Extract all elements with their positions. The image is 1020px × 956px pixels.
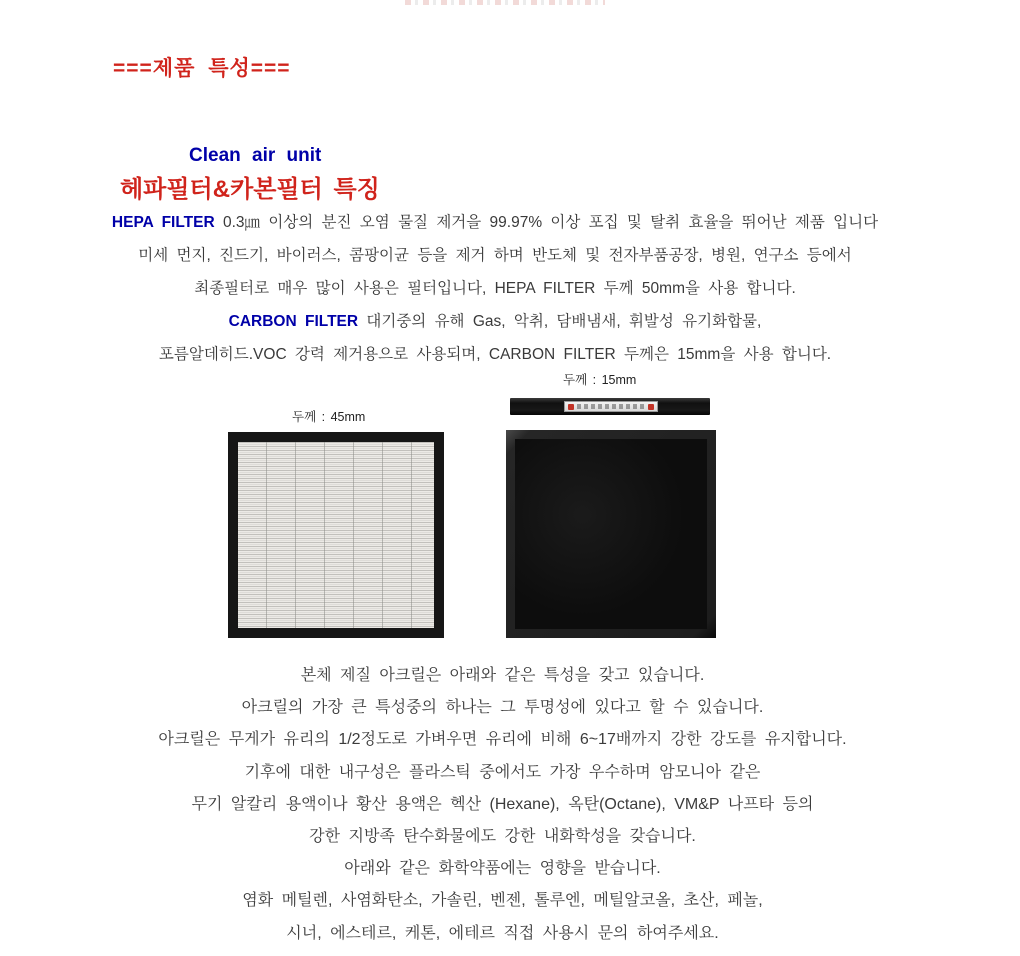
label-fine-print [577,404,645,409]
hepa-description-line3: 최종필터로 매우 많이 사용은 필터입니다, HEPA FILTER 두께 50mm을 사용 합니다. [194,280,796,297]
carbon-description-line2: 포름알데히드.VOC 강력 제거용으로 사용되며, CARBON FILTER 두께은 15mm을 사용 합니다. [158,346,832,363]
carbon-filter-media [515,439,707,629]
hepa-filter-photo [228,432,444,638]
acrylic-line: 아크릴의 가장 큰 특성중의 하나는 그 투명성에 있다고 할 수 있습니다. [241,699,764,717]
carbon-filter-side-view-photo [510,398,710,415]
acrylic-line: 기후에 대한 내구성은 플라스틱 중에서도 가장 우수하며 암모니아 같은 [244,763,761,781]
carbon-filter-product-label [564,401,658,412]
carbon-filter-label: CARBON FILTER [228,313,359,330]
acrylic-line: 염화 메틸렌, 사염화탄소, 가솔린, 벤젠, 톨루엔, 메틸알코올, 초산, 페놀, [242,892,763,910]
acrylic-line: 아크릴은 무게가 유리의 1/2정도로 가벼우면 유리에 비해 6~17배까지 강한 강도를 유지합니다. [158,731,847,749]
acrylic-line: 강한 지방족 탄수화물에도 강한 내화학성을 갖습니다. [309,828,696,846]
carbon-thickness-caption: 두께 : 15mm [563,373,637,387]
hepa-description-line2: 미세 먼지, 진드기, 바이러스, 콤팡이균 등을 제거 하며 반도체 및 전자부품공장, 병원, 연구소 등에서 [138,247,852,264]
subtitle-filter-features: 헤파필터&카본필터 특징 [120,176,380,203]
clipped-header-fragment [405,0,605,5]
acrylic-line: 시너, 에스테르, 케톤, 에테르 직접 사용시 문의 하여주세요. [286,924,719,942]
hepa-line1-text: 0.3㎛ 이상의 분진 오염 물질 제거을 99.97% 이상 포집 및 탈취 효율을 뛰어난 제품 입니다 [214,214,879,231]
hepa-filter-label: HEPA FILTER [111,214,215,231]
acrylic-line: 무기 알칼리 용액이나 황산 용액은 헥산 (Hexane), 옥탄(Octane), VM&P 나프타 등의 [191,795,814,813]
filter-description-paragraph [0,206,990,371]
carbon-description-line1 [0,305,990,338]
hepa-filter-pleated-media [238,442,434,628]
acrylic-line: 본체 제질 아크릴은 아래와 같은 특성을 갖고 있습니다. [300,667,705,684]
subtitle-clean-air-unit: Clean air unit [189,145,322,166]
hepa-thickness-caption: 두께 : 45mm [292,410,366,424]
hepa-description-line1 [0,206,990,239]
carbon-line1-text: 대기중의 유해 Gas, 악취, 담배냄새, 휘발성 유기화합물, [358,313,762,330]
label-red-logo-left [568,404,574,410]
acrylic-properties-paragraph [0,660,1005,950]
carbon-filter-photo [506,430,716,638]
acrylic-line: 아래와 같은 화학약품에는 영향을 받습니다. [344,860,661,878]
label-red-logo-right [648,404,654,410]
section-title: ===제품 특성=== [113,57,291,80]
